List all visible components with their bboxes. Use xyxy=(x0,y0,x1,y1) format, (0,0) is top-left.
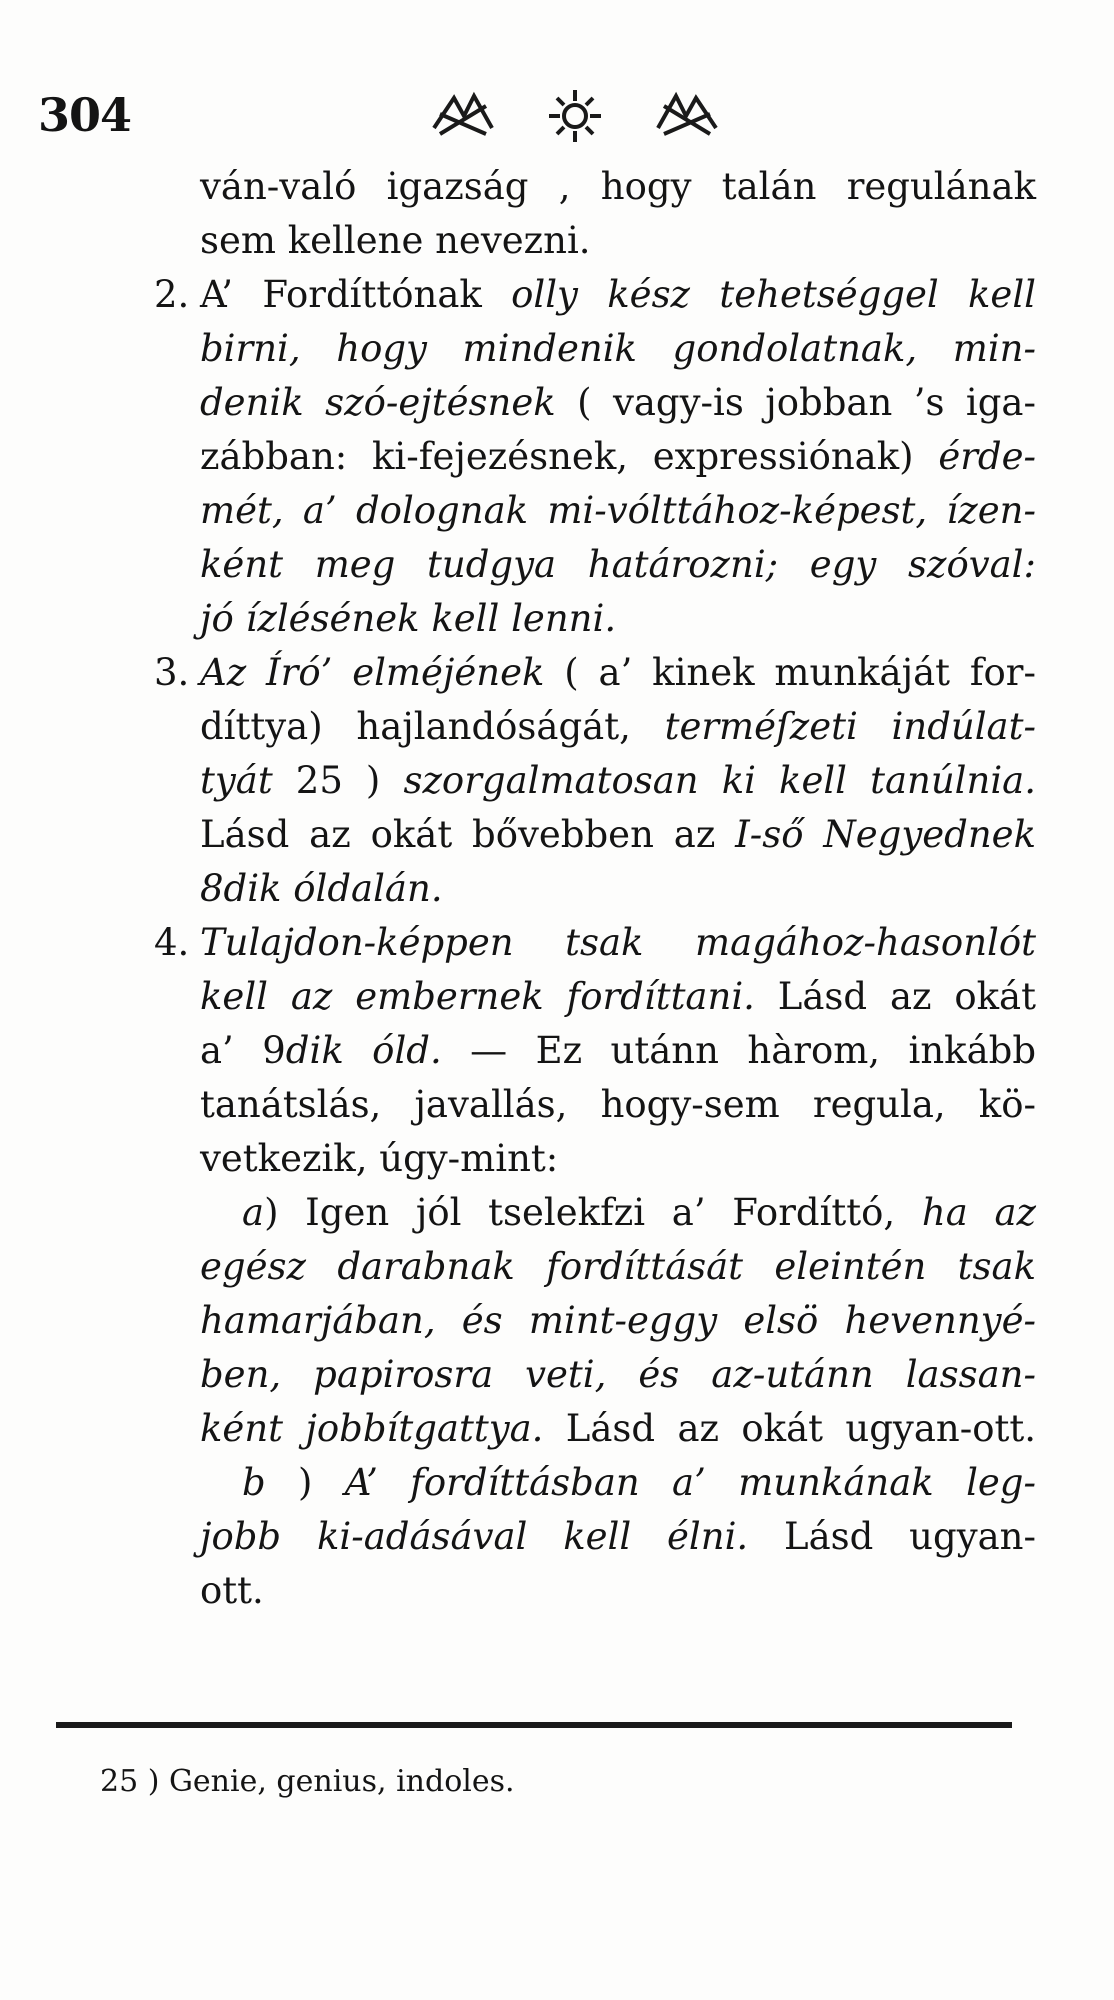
italic-text: szorgalmatosan ki kell tanúlnia. xyxy=(403,759,1036,802)
italic-text: jó ízlésének kell lenni. xyxy=(200,597,617,640)
text-line xyxy=(200,1510,1036,1564)
text-segment: ( vagy-is jobban ’s iga- xyxy=(577,381,1036,424)
text-line xyxy=(200,1564,1036,1618)
italic-text: egész darabnak fordíttását eleintén tsak xyxy=(200,1245,1036,1288)
right-ornament-icon xyxy=(658,96,716,134)
italic-text: érde- xyxy=(938,435,1036,478)
italic-text: dik óld. xyxy=(285,1029,442,1072)
italic-text: hamarjában, és mint-eggy elsö hevennyé- xyxy=(200,1299,1036,1342)
text-line xyxy=(200,1240,1036,1294)
text-segment: ( a’ kinek munkáját for- xyxy=(564,651,1036,694)
text-segment: díttya) hajlandóságát, xyxy=(200,705,665,748)
italic-text: mét, a’ dolognak mi-vólttához-képest, ízen- xyxy=(200,489,1036,532)
italic-text: b xyxy=(242,1461,266,1504)
text-segment: — Ez utánn hàrom, inkább xyxy=(441,1029,1037,1072)
left-ornament-icon xyxy=(434,96,492,134)
text-segment: zábban: ki-fejezésnek, expressiónak) xyxy=(200,435,939,478)
text-line xyxy=(200,538,1036,592)
text-segment: Lásd ugyan- xyxy=(748,1515,1036,1558)
sun-ornament-icon xyxy=(549,90,601,142)
text-segment: Lásd az okát bővebben az xyxy=(200,813,736,856)
italic-text: A’ fordíttásban a’ munkának leg- xyxy=(344,1461,1036,1504)
text-line xyxy=(200,430,1036,484)
italic-text: I-ső Negyednek xyxy=(735,813,1036,856)
main-text xyxy=(154,160,1037,1618)
text-segment: ) xyxy=(265,1461,345,1504)
italic-text: denik szó-ejtésnek xyxy=(200,381,578,424)
italic-text: olly kész tehetséggel kell xyxy=(511,273,1036,316)
text-line xyxy=(200,160,1036,214)
text-line xyxy=(200,322,1036,376)
text-line xyxy=(200,754,1036,808)
italic-text: ként meg tudgya határozni; egy szóval: xyxy=(200,543,1036,586)
text-line xyxy=(200,214,1036,268)
italic-text: ha az xyxy=(921,1191,1037,1234)
text-line xyxy=(200,1186,1036,1240)
item-number: 2. xyxy=(154,273,190,316)
italic-text: kell az embernek fordíttani. xyxy=(200,975,755,1018)
italic-text: jobb ki-adásával kell élni. xyxy=(200,1515,749,1558)
text-line xyxy=(200,1024,1036,1078)
text-line xyxy=(200,1456,1036,1510)
italic-text: Az Író’ elméjének xyxy=(200,651,565,694)
text-line xyxy=(200,1294,1036,1348)
text-line xyxy=(200,376,1036,430)
italic-text: birni, hogy mindenik gondolatnak, min- xyxy=(200,327,1036,370)
text-line xyxy=(154,916,1036,970)
italic-text: tyát xyxy=(200,759,296,802)
text-segment: tanátslás, javallás, hogy-sem regula, kö- xyxy=(200,1083,1036,1126)
text-line xyxy=(200,700,1036,754)
text-line xyxy=(200,808,1036,862)
text-segment: 25 ) xyxy=(295,759,404,802)
text-line xyxy=(200,1078,1036,1132)
text-segment: sem kellene nevezni. xyxy=(200,219,591,262)
italic-text: ben, papirosra veti, és az-utánn lassan- xyxy=(200,1353,1036,1396)
item-number: 4. xyxy=(154,921,190,964)
text-segment: ván-való igazság , hogy talán regulának xyxy=(200,165,1036,208)
text-line xyxy=(200,1132,1036,1186)
text-line xyxy=(200,970,1036,1024)
text-line xyxy=(154,268,1036,322)
text-segment: Lásd az okát ugyan-ott. xyxy=(543,1407,1036,1450)
text-segment: ott. xyxy=(200,1569,264,1612)
page-number: 304 xyxy=(38,88,132,142)
header-ornament xyxy=(430,84,720,144)
footnote: 25 ) Genie, genius, indoles. xyxy=(100,1764,515,1799)
text-segment: ) Igen jól tselekfzi a’ Fordíttó, xyxy=(264,1191,922,1234)
text-segment: Lásd az okát xyxy=(754,975,1036,1018)
text-line xyxy=(200,1402,1036,1456)
italic-text: terméſzeti indúlat- xyxy=(664,705,1036,748)
text-line xyxy=(200,862,1036,916)
italic-text: Tulajdon-képpen tsak magához-hasonlót xyxy=(200,921,1036,964)
italic-text: ként jobbítgattya. xyxy=(200,1407,544,1450)
text-line xyxy=(200,592,1036,646)
italic-text: 8dik óldalán. xyxy=(200,867,443,910)
italic-text: a xyxy=(242,1191,265,1234)
text-line xyxy=(200,484,1036,538)
item-number: 3. xyxy=(154,651,190,694)
footnote-rule xyxy=(56,1722,1012,1728)
text-line xyxy=(200,1348,1036,1402)
text-segment: vetkezik, úgy-mint: xyxy=(200,1137,559,1180)
text-segment: a’ 9 xyxy=(200,1029,286,1072)
text-line xyxy=(154,646,1036,700)
text-segment: A’ Fordíttónak xyxy=(200,273,512,316)
